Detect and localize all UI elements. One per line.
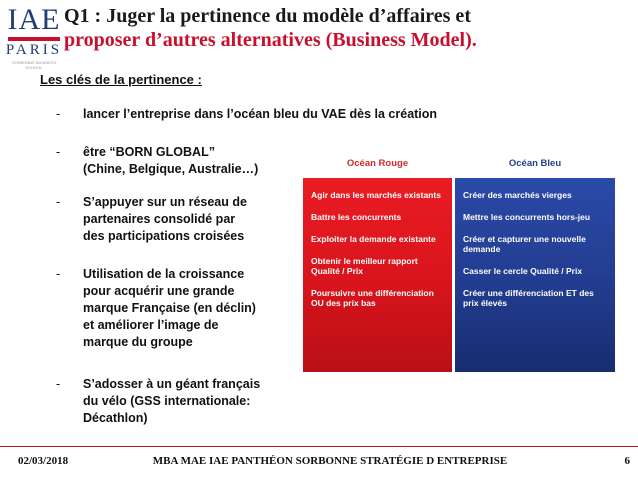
ocean-rouge-item: Poursuivre une différenciation OU des prix bas	[311, 288, 434, 308]
ocean-rouge-item: Obtenir le meilleur rapport Qualité / Prix	[311, 256, 418, 276]
ocean-bleu-panel	[455, 150, 615, 372]
footer-caption: MBA MAE IAE PANTHÉON SORBONNE STRATÉGIE D ENTREPRISE	[152, 455, 508, 467]
bullet-text-line: des participations croisées	[83, 229, 245, 243]
bullet-item	[56, 266, 306, 351]
bullet-text-line: Utilisation de la croissance	[83, 267, 245, 281]
iae-paris-logo	[4, 4, 64, 74]
ocean-bleu-header: Océan Bleu	[508, 158, 562, 169]
ocean-rouge-item: Agir dans les marchés existants	[311, 190, 441, 200]
bullet-text-line: (Chine, Belgique, Australie…)	[83, 162, 259, 176]
bullet-text-line: lancer l’entreprise dans l’océan bleu du VAE dès la création	[83, 107, 438, 121]
ocean-bleu-item: Créer une différenciation ET des prix élevés	[463, 288, 594, 308]
bullet-text-line: et améliorer l’image de	[83, 318, 219, 332]
bullet-text-line: Décathlon)	[83, 411, 148, 425]
section-heading: Les clés de la pertinence :	[40, 72, 202, 87]
bullet-item	[56, 194, 306, 245]
bullet-dash: -	[56, 267, 61, 281]
bullet-item	[56, 376, 306, 427]
footer-date: 02/03/2018	[18, 455, 69, 467]
logo-red-bar	[8, 37, 60, 41]
ocean-rouge-header: Océan Rouge	[346, 158, 409, 169]
ocean-rouge-item: Battre les concurrents	[311, 212, 402, 222]
slide-title-line-2: proposer d’autres alternatives (Business Model).	[64, 29, 477, 51]
ocean-rouge-item: Exploiter la demande existante	[311, 234, 436, 244]
ocean-rouge-list	[303, 178, 452, 372]
bullet-item	[56, 144, 306, 178]
logo-iae-text: IAE	[7, 3, 61, 36]
bullet-dash: -	[56, 377, 61, 391]
bullet-text-line: du vélo (GSS internationale:	[83, 394, 251, 408]
bullet-text-line: être “BORN GLOBAL”	[83, 145, 215, 159]
bullet-dash: -	[56, 195, 61, 209]
slide-title-line-1: Q1 : Juger la pertinence du modèle d’affaires et	[64, 5, 471, 27]
page-number: 6	[624, 455, 630, 467]
bullet-text-line: S’appuyer sur un réseau de	[83, 195, 247, 209]
bullet-dash: -	[56, 145, 61, 159]
ocean-bleu-item: Mettre les concurrents hors-jeu	[463, 212, 591, 222]
logo-paris-text: PARIS	[5, 42, 63, 58]
bullet-text-line: marque du groupe	[83, 335, 193, 349]
slide-title	[64, 4, 634, 52]
bullet-text-line: S’adosser à un géant français	[83, 377, 261, 391]
bullet-text-line: marque Française (en déclin)	[83, 301, 256, 315]
ocean-bleu-list	[455, 178, 615, 372]
bullet-item	[56, 106, 576, 123]
ocean-bleu-item: Créer et capturer une nouvelle demande	[463, 234, 586, 254]
bullet-text-line: partenaires consolidé par	[83, 212, 236, 226]
bullet-dash: -	[56, 107, 61, 121]
bullet-text-line: pour acquérir une grande	[83, 284, 235, 298]
logo-tagline: SORBONNE BUSINESS SCHOOL	[11, 60, 57, 70]
ocean-rouge-panel	[303, 150, 452, 372]
footer-divider	[0, 446, 638, 447]
ocean-bleu-item: Créer des marchés vierges	[463, 190, 572, 200]
ocean-bleu-item: Casser le cercle Qualité / Prix	[463, 266, 583, 276]
